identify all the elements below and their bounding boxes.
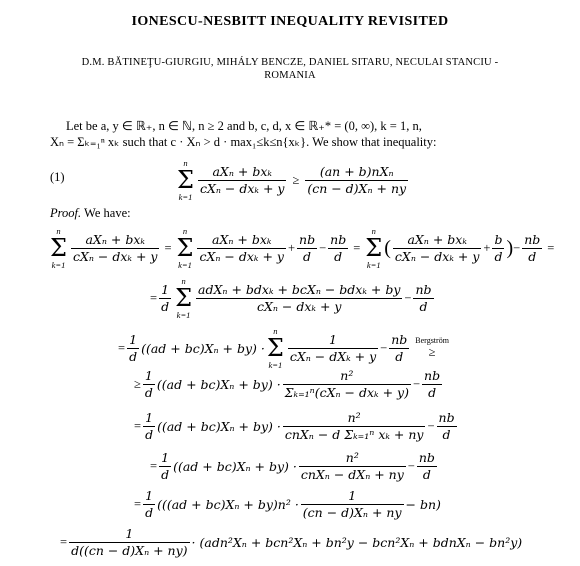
proof-line-4: ≥ $\frac{1}{d}$ ((ad + bc)Xₙ + by) · $\frac{\text{n²}}{\text{Σₖ₌₁ⁿ(cXₙ − dxₖ + y)}}$ − $\frac{nb}{d}$ [134, 368, 441, 400]
rhs-fraction: $\frac{\text{(an + b)nXₙ}}{\text{(cn − d)Xₙ + ny}}$ [307, 163, 407, 196]
proof-line-8: = $\frac{1}{\text{d((cn − d)Xₙ + ny)}}$ · (adn²Xₙ + bcn²Xₙ + bn²y − bcn²Xₙ + bdnXₙ − bn²y) [60, 526, 523, 558]
proof-line-5: = $\frac{1}{d}$ ((ad + bc)Xₙ + by) · $\frac{\text{n²}}{\text{cnXₙ − d Σₖ₌₁ⁿ xₖ + ny}}$ − $\frac{nb}{d}$ [134, 410, 455, 442]
author-line-1: D.M. BĂTINEŢU-GIURGIU, MIHÁLY BENCZE, DANIEL SITARU, NECULAI STANCIU - [81, 57, 499, 68]
relation-geq: ≥ [292, 172, 300, 187]
author-line-2: ROMANIA [264, 70, 316, 81]
lhs-fraction: $\frac{\text{aXₙ + bxₖ}}{\text{cXₙ − dxₖ + y}}$ [199, 163, 285, 196]
main-inequality [175, 158, 410, 202]
author-list [20, 56, 560, 82]
proof-line-7: = $\frac{1}{d}$ (((ad + bc)Xₙ + by)n² · $\frac{1}{\text{(cn − d)Xₙ + ny}}$ − bn) [134, 488, 441, 520]
intro-line-2: Xₙ = Σₖ₌₁ⁿ xₖ such that c · Xₙ > d · max₁≤k≤n{xₖ}. We show that inequality: [50, 135, 437, 149]
proof-line-2: = $\frac{1}{d}$ n Σ k=1 $\frac{\text{adXₙ + bdxₖ + bcXₙ − bdxₖ + by}}{\text{cXₙ − dxₖ + y}}$ − $\frac{nb}{d}$ [150, 276, 432, 320]
proof-line-1: n Σ k=1 $\frac{\text{aXₙ + bxₖ}}{\text{cXₙ − dxₖ + y}}$ = n Σ k=1 $\frac{\text{aXₙ + bxₖ}}{\text{cXₙ − dxₖ + y}}$ + $\frac{nb}{d}$ − $\frac{nb}{d}$ = n Σ k=1 ( $\frac{\text{aXₙ + bxₖ}}{\text{cXₙ − dxₖ + y}}$ + $\frac{b}{d}$ ) − $\frac{nb}{d}$ = [50, 226, 555, 270]
proof-line-6: = $\frac{1}{d}$ ((ad + bc)Xₙ + by) · $\frac{\text{n²}}{\text{cnXₙ − dXₙ + ny}}$ − $\frac{nb}{d}$ [150, 450, 435, 482]
sum-symbol: n Σ k=1 [177, 158, 194, 202]
bergstrom-label: Bergström [415, 336, 449, 345]
equation-label: (1) [50, 170, 65, 184]
proof-line-3: = $\frac{1}{d}$ ((ad + bc)Xₙ + by) · n Σ k=1 $\frac{1}{\text{cXₙ − dXₖ + y}}$ − $\frac{nb}{d}$ Bergström ≥ [118, 326, 449, 370]
paper-title: IONESCU-NESBITT INEQUALITY REVISITED [131, 14, 449, 29]
proof-heading: Proof. We have: [50, 206, 131, 220]
intro-line-1: Let be a, y ∈ ℝ₊, n ∈ ℕ, n ≥ 2 and b, c, d, x ∈ ℝ₊* = (0, ∞), k = 1, n, [66, 119, 422, 133]
